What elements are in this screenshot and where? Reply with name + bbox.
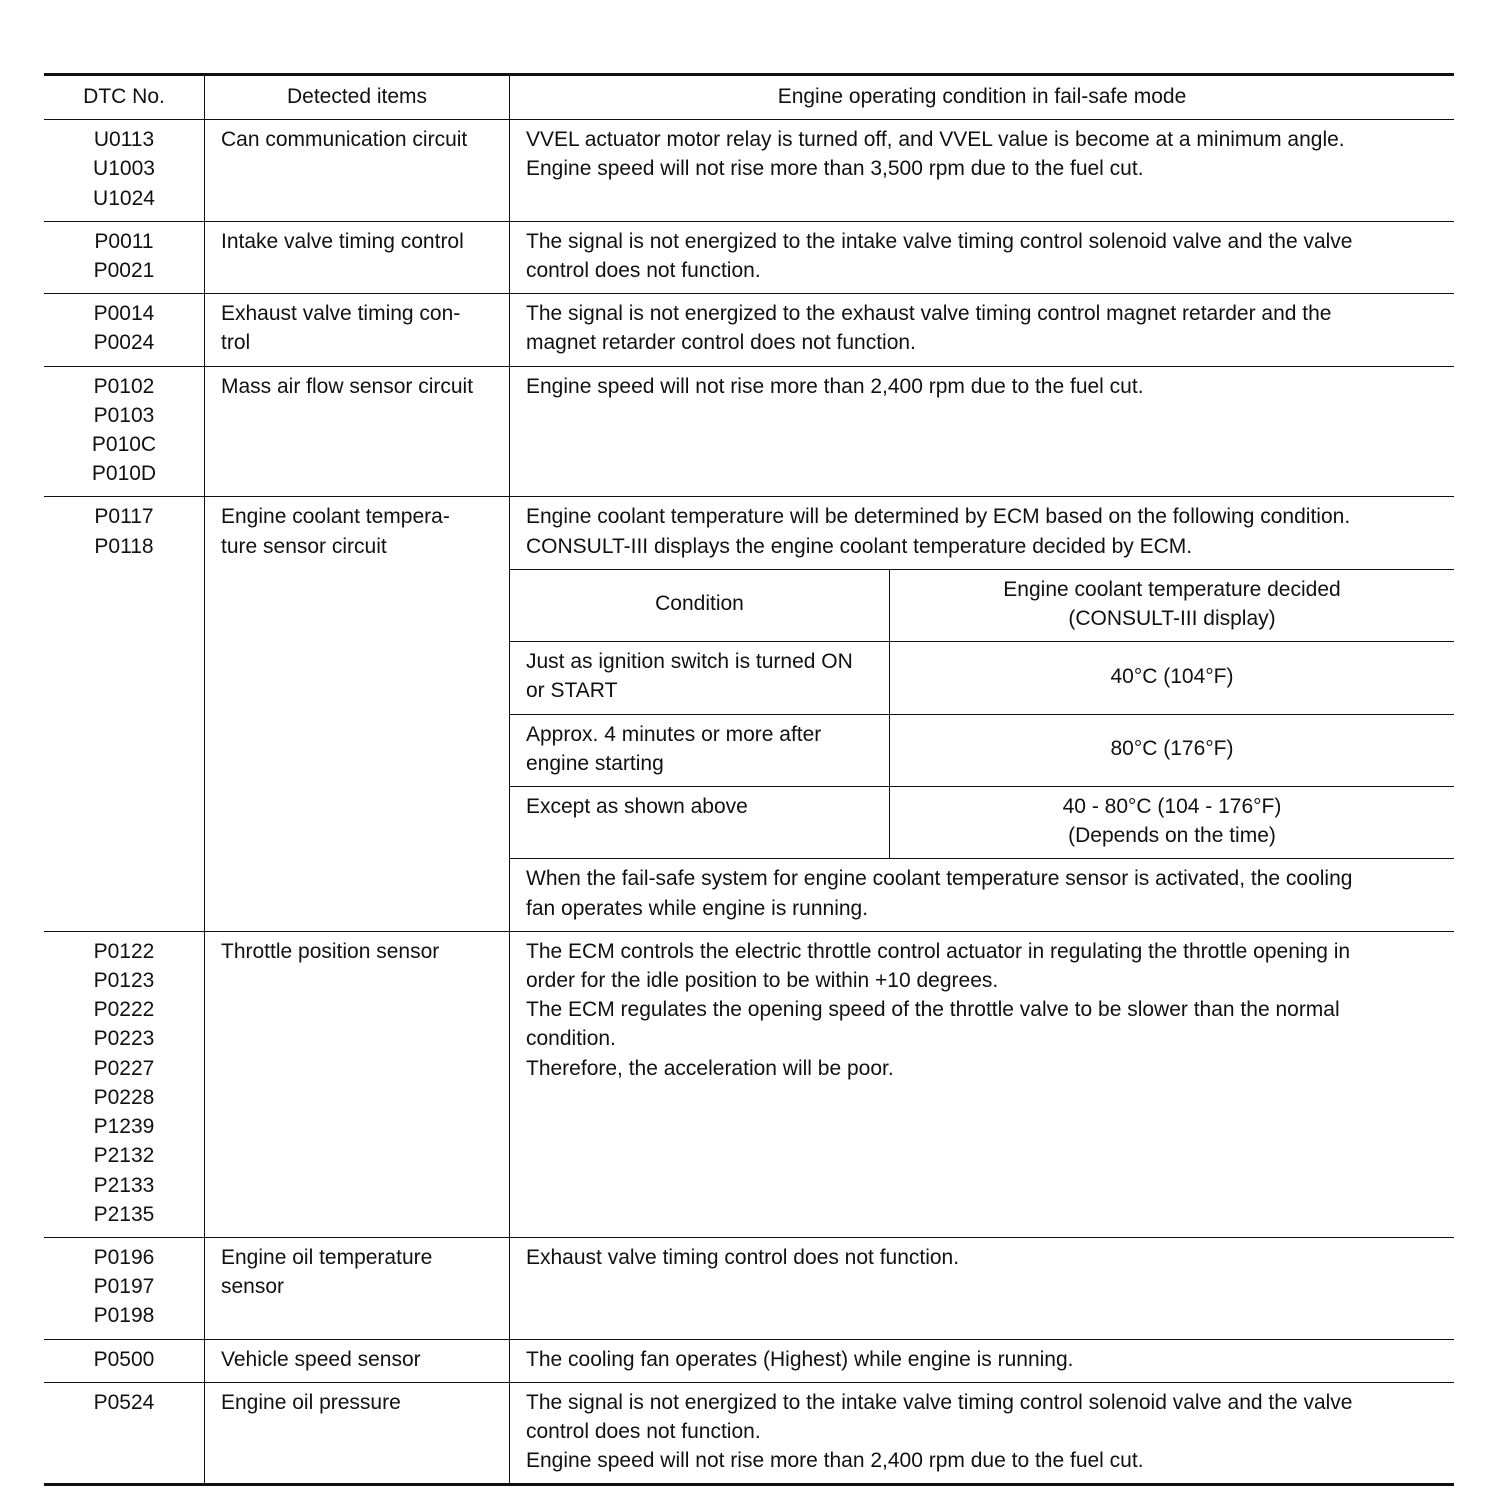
dtc-code: P0227 (93, 1056, 155, 1080)
condition-outro (510, 858, 1454, 930)
condition-cell (510, 932, 1454, 1237)
detected-item-cell (205, 367, 510, 497)
subtable-header-row (510, 570, 1454, 641)
dtc-code: P0524 (93, 1390, 155, 1414)
dtc-code: U1024 (93, 186, 155, 210)
dtc-code: P2135 (93, 1202, 155, 1226)
subtable-temp-text: 80°C (176°F) (1110, 737, 1234, 761)
condition-text: VVEL actuator motor relay is turned off, and VVEL value is become at a minimum angle. (526, 128, 1345, 152)
table-row (44, 496, 1454, 930)
dtc-code: P0024 (93, 331, 155, 355)
dtc-code: P0196 (93, 1245, 155, 1269)
condition-text: control does not function. (526, 1419, 761, 1443)
dtc-code: P1239 (93, 1115, 155, 1139)
dtc-code: P2133 (93, 1173, 155, 1197)
table-row (44, 293, 1454, 365)
condition-text: Therefore, the acceleration will be poor. (526, 1056, 894, 1080)
dtc-code: P0500 (93, 1347, 155, 1371)
detected-item-cell (205, 1383, 510, 1484)
detected-item-text: Exhaust valve timing con- (221, 302, 461, 326)
subtable-header-text: (CONSULT-III display) (1068, 607, 1276, 631)
condition-cell (510, 120, 1454, 221)
dtc-code: P2132 (93, 1144, 155, 1168)
condition-cell (510, 497, 1454, 930)
detected-item-cell (205, 222, 510, 293)
detected-item-text: Vehicle speed sensor (221, 1347, 421, 1371)
table-row (44, 221, 1454, 293)
condition-text: Engine speed will not rise more than 3,500 rpm due to the fuel cut. (526, 157, 1144, 181)
subtable-condition-text: engine starting (526, 751, 664, 775)
condition-text-block (510, 367, 1454, 409)
condition-text: The signal is not energized to the intake valve timing control solenoid valve and the valve (526, 229, 1353, 253)
condition-text-block (510, 1383, 1454, 1484)
condition-text: Exhaust valve timing control does not function. (526, 1245, 960, 1269)
condition-text: Engine speed will not rise more than 2,400 rpm due to the fuel cut. (526, 1449, 1144, 1473)
subtable-row (510, 786, 1454, 858)
dtc-cell (44, 1340, 205, 1382)
detected-item-cell (205, 1340, 510, 1382)
condition-text: The cooling fan operates (Highest) while engine is running. (526, 1347, 1074, 1371)
subtable-condition-cell (510, 787, 890, 858)
condition-text-block (510, 120, 1454, 191)
dtc-code: P010D (91, 462, 157, 486)
dtc-code: P0223 (93, 1027, 155, 1051)
condition-text: The ECM controls the electric throttle control actuator in regulating the throttle opening in (526, 939, 1351, 963)
detected-item-cell (205, 120, 510, 221)
dtc-cell (44, 1383, 205, 1484)
detected-item-text: trol (221, 331, 251, 355)
condition-text: magnet retarder control does not function. (526, 331, 916, 355)
condition-cell (510, 1238, 1454, 1339)
table-row (44, 931, 1454, 1237)
condition-text: condition. (526, 1027, 616, 1051)
subtable-condition-text: Approx. 4 minutes or more after (526, 722, 822, 746)
subtable-temp-text: (Depends on the time) (1068, 824, 1276, 848)
condition-text: order for the idle position to be within +10 degrees. (526, 969, 999, 993)
condition-cell (510, 1383, 1454, 1484)
dtc-code: P0198 (93, 1304, 155, 1328)
dtc-cell (44, 497, 205, 930)
condition-cell (510, 367, 1454, 497)
condition-text: When the fail-safe system for engine coolant temperature sensor is activated, the cooling (526, 867, 1353, 891)
dtc-code: P0197 (93, 1275, 155, 1299)
subtable-condition-text: or START (526, 679, 618, 703)
condition-text: The signal is not energized to the exhaust valve timing control magnet retarder and the (526, 302, 1332, 326)
coolant-subtable (510, 569, 1454, 859)
dtc-code: P0102 (93, 374, 155, 398)
detected-item-text: Mass air flow sensor circuit (221, 374, 474, 398)
dtc-code: P0228 (93, 1085, 155, 1109)
table-row (44, 1237, 1454, 1339)
subtable-condition-cell (510, 642, 890, 713)
dtc-code: P0123 (93, 969, 155, 993)
dtc-cell (44, 294, 205, 365)
detected-item-text: Engine oil temperature (221, 1245, 433, 1269)
dtc-cell (44, 222, 205, 293)
subtable-condition-text: Just as ignition switch is turned ON (526, 650, 853, 674)
subtable-header-text: Engine coolant temperature decided (1003, 577, 1341, 601)
detected-item-cell (205, 1238, 510, 1339)
detected-item-cell (205, 294, 510, 365)
table-row (44, 1382, 1454, 1484)
dtc-code: P0117 (94, 505, 154, 529)
dtc-code: P0011 (94, 229, 154, 253)
condition-intro (510, 497, 1454, 568)
subtable-row (510, 714, 1454, 786)
subtable-temp-cell (890, 787, 1454, 858)
condition-cell (510, 222, 1454, 293)
dtc-cell (44, 1238, 205, 1339)
dtc-code: P0222 (93, 998, 155, 1022)
detected-item-cell (205, 497, 510, 930)
subtable-temp-text: 40 - 80°C (104 - 176°F) (1062, 795, 1282, 819)
dtc-code: P0122 (93, 939, 155, 963)
header-engine-condition: Engine operating condition in fail-safe mode (777, 85, 1187, 108)
subtable-header-condition: Condition (510, 570, 890, 641)
subtable-condition-text: Except as shown above (526, 795, 748, 819)
dtc-code: P0103 (93, 403, 155, 427)
detected-item-text: Intake valve timing control (221, 229, 464, 253)
condition-text: CONSULT-III displays the engine coolant temperature decided by ECM. (526, 534, 1193, 558)
dtc-code: U1003 (93, 157, 155, 181)
dtc-cell (44, 932, 205, 1237)
dtc-code: P0014 (93, 302, 155, 326)
subtable-temp-cell (890, 715, 1454, 786)
header-detected-items: Detected items (205, 76, 510, 119)
dtc-cell (44, 367, 205, 497)
condition-text: Engine coolant temperature will be determined by ECM based on the following condition. (526, 505, 1351, 529)
detected-item-text: Engine oil pressure (221, 1390, 401, 1414)
condition-text: control does not function. (526, 259, 761, 283)
condition-text: The signal is not energized to the intake valve timing control solenoid valve and the valve (526, 1390, 1353, 1414)
table-row (44, 119, 1454, 221)
detected-item-text: Engine coolant tempera- (221, 505, 450, 529)
table-row (44, 1339, 1454, 1382)
table-header-row (44, 76, 1454, 119)
table-body (44, 119, 1454, 1483)
detected-item-text: sensor (221, 1275, 285, 1299)
condition-cell (510, 294, 1454, 365)
dtc-code: P0021 (93, 259, 155, 283)
dtc-code: P010C (91, 433, 157, 457)
condition-text-block (510, 294, 1454, 365)
condition-text-block (510, 1340, 1454, 1382)
subtable-temp-text: 40°C (104°F) (1110, 664, 1234, 688)
condition-cell (510, 1340, 1454, 1382)
dtc-cell (44, 120, 205, 221)
condition-text: Engine speed will not rise more than 2,400 rpm due to the fuel cut. (526, 374, 1144, 398)
dtc-code: P0118 (94, 534, 154, 558)
fail-safe-table (44, 73, 1454, 1486)
detected-item-text: Can communication circuit (221, 128, 468, 152)
subtable-condition-cell (510, 715, 890, 786)
subtable-row (510, 641, 1454, 713)
dtc-code: U0113 (93, 128, 155, 152)
condition-text-block (510, 222, 1454, 293)
condition-text-block (510, 1238, 1454, 1280)
detected-item-text: Throttle position sensor (221, 939, 440, 963)
detected-item-text: ture sensor circuit (221, 534, 387, 558)
header-dtc-no: DTC No. (44, 76, 205, 119)
detected-item-cell (205, 932, 510, 1237)
condition-text: The ECM regulates the opening speed of the throttle valve to be slower than the normal (526, 998, 1340, 1022)
subtable-header-temp (890, 570, 1454, 641)
subtable-temp-cell (890, 642, 1454, 713)
table-row (44, 366, 1454, 497)
condition-text-block (510, 932, 1454, 1091)
condition-text: fan operates while engine is running. (526, 896, 869, 920)
